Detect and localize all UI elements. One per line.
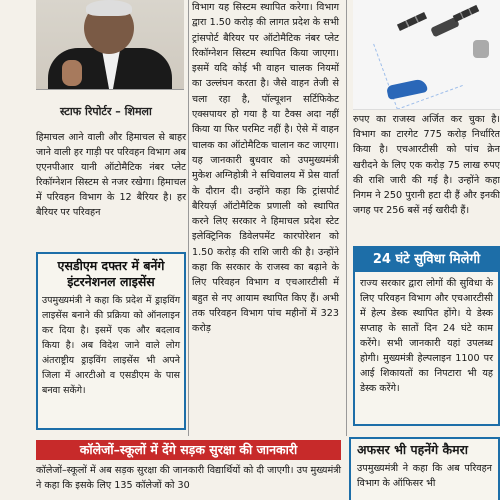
- helpdesk-box-title: 24 घंटे सुविधा मिलेगी: [355, 248, 498, 272]
- road-safety-headline: कॉलेजों–स्कूलों में देंगे सड़क सुरक्षा की जानकारी: [36, 440, 341, 460]
- column-divider: [188, 0, 189, 436]
- road-safety-text: कॉलेजों–स्कूलों में अब सड़क सुरक्षा की जानकारी विद्यार्थियों को दी जाएगी। उप मुख्यमंत्री ने कहा कि इसके लिए 135 कॉलेजों को 30: [36, 465, 341, 491]
- sdm-box-title: एसडीएम दफ्तर में बनेंगे इंटरनेशनल लाइसेंस: [57, 258, 165, 289]
- minister-photo: [36, 0, 184, 90]
- anpr-camera-graphic: [353, 0, 500, 110]
- column-divider: [346, 0, 347, 436]
- officer-camera-box: [349, 437, 500, 500]
- helpdesk-box: [353, 246, 500, 426]
- helpdesk-box-text: राज्य सरकार द्वारा लोगों की सुविधा के लिए परिवहन विभाग और एचआरटीसी में हेल्प डेस्क स्थापित होंगे। ये डेस्क सप्ताह के सातों दिन 24 घंटे काम करेंगे। सभी जानकारी यहां उपलब्ध होगी। मुख्यमंत्री हेल्पलाइन 1100 पर आई शिकायतों का निपटारा भी यह डेस्क करेंगे।: [360, 278, 493, 394]
- article-text-col1: हिमाचल आने वाली और हिमाचल से बाहर जाने वाली हर गाड़ी पर परिवहन विभाग अब एएनपीआर यानी ऑटोमैटिक नंबर प्लेट रिकॉग्नेशन सिस्टम से नजर रखेगा। हिमाचल में परिवहन विभाग के 12 बैरियर है। हर बैरियर पर परिवहन: [36, 132, 186, 218]
- byline: स्टाफ रिपोर्टर – शिमला: [60, 105, 152, 118]
- column-left: [0, 0, 186, 440]
- officer-box-title: अफसर भी पहनेंगे कैमरा: [357, 442, 468, 457]
- article-text-col2: विभाग यह सिस्टम स्थापित करेगा। विभाग द्वारा 1.50 करोड़ की लागत प्रदेश के सभी ट्रांसपोर्ट बैरियर पर ऑटोमैटिक नंबर प्लेट रिकॉग्नेशन सिस्टम स्थापित किया जाएगा। इसमें यदि कोई भी वाहन चालक नियमों का उल्लंघन करता है। जैसे वाहन तेजी से चला रहा है, पॉल्यूशन सर्टिफिकेट एक्सपायर हो गया है या टैक्स अदा नहीं किया या फिर परमिट नहीं है। ऐसे में वाहन चालक का ऑटोमैटिक चालान कट जाएगा। यह जानकारी बुधवार को उपमुख्यमंत्री मुकेश अग्निहोत्री ने सचिवालय में प्रेस वार्ता के दौरान दी। उन्होंने कहा कि ट्रांसपोर्ट बैरियर्ज़ ऑटोमैटिक प्रणाली को स्थापित करने लिए सरकार ने हिमाचल प्रदेश स्टेट इलेक्ट्रिनिक डिवेलपमेंट कारपोरेशन को 1.50 करोड़ की राशि जारी की है। उन्होंने कहा कि सरकार के राजस्व का बढ़ाने के लिए परिवहन विभाग व एचआरटीसी में बहुत से नए आयाम स्थापित किए हैं। अभी तक परिवहन विभाग पांच महीनों में 323 करोड़: [192, 2, 339, 335]
- sdm-license-box: [36, 252, 186, 430]
- camera-icon: [473, 40, 489, 58]
- article-text-col3: रुपए का राजस्व अर्जित कर चुका है। विभाग का टारगेट 775 करोड़ निर्धारित किया है। एचआरटीसी को पांच क्रेन खरीदने के लिए एक करोड़ 75 लाख रुपए की राशि जारी की गई है। उन्होंने कहा निगम ने 250 पुरानी हटा दी हैं और इनकी जगह पर 256 बसें नई खरीदी हैं।: [353, 114, 500, 217]
- sdm-box-text: उपमुख्यमंत्री ने कहा कि प्रदेश में ड्राइविंग लाइसेंस बनाने की प्रक्रिया को ऑनलाइन कर दिया है। इसमें एक और बदलाव किया है। अब विदेश जाने वाले लोग अंतराष्ट्रीय ड्राइविंग लाइसेंस भी अपने जिला में आरटीओ व एसडीएम के पास बनवा सकेंगे।: [42, 295, 180, 396]
- officer-box-text: उपमुख्यमंत्री ने कहा कि अब परिवहन विभाग के ऑफिसर भी: [357, 463, 492, 489]
